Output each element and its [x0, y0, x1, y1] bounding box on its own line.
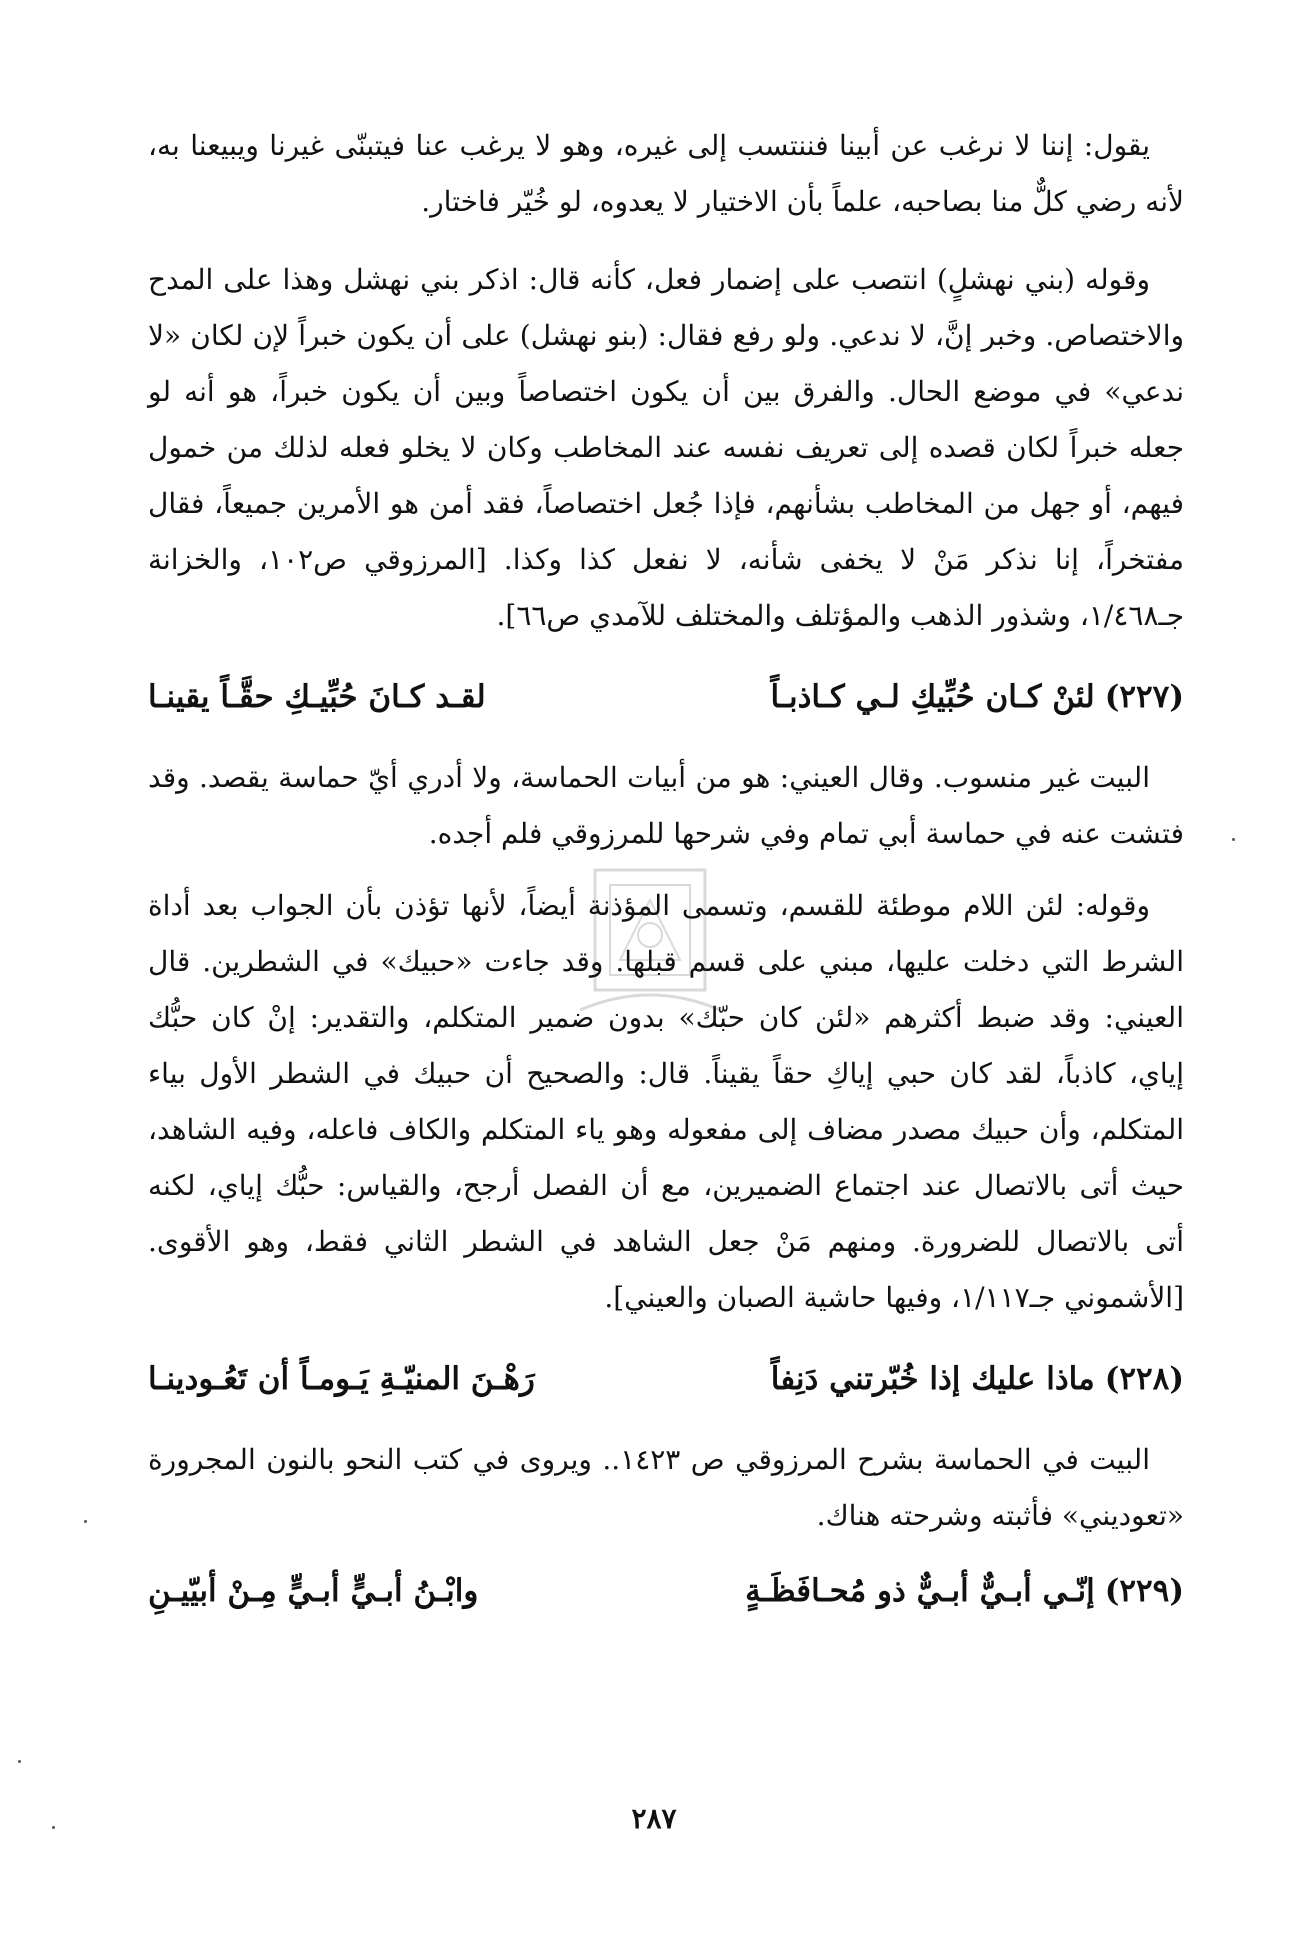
- hemistich-1: لئنْ كـان حُبِّيكِ لـي كـاذبـاً: [770, 679, 1095, 715]
- verse-228: [148, 1348, 1184, 1410]
- hemistich-2: وابْـنُ أبـيٍّ أبـيٍّ مِـنْ أبيّيـنِ: [148, 1573, 479, 1609]
- paragraph-commentary-2: وقوله (بني نهشلٍ) انتصب على إضمار فعل، كأنه قال: اذكر بني نهشل وهذا على المدح والاختصاص. وخبر إنَّ، لا ندعي. ولو رفع فقال: (بنو نهشل) على أن يكون خبراً لإن لكان «لا ندعي» في موضع الحال. والفرق بين أن يكون اختصاصاً وبين أن يكون خبراً، هو أنه لو جعله خبراً لكان قصده إلى تعريف نفسه عند المخاطب وكان لا يخلو فعله لذلك من خمول فيهم، أو جهل من المخاطب بشأنهم، فإذا جُعل اختصاصاً، فقد أمن هو الأمرين جميعاً، فقال مفتخراً، إنا نذكر مَنْ لا يخفى شأنه، لا نفعل كذا وكذا. [المرزوقي ص١٠٢، والخزانة جـ١/٤٦٨، وشذور الذهب والمؤتلف والمختلف للآمدي ص٦٦].: [148, 263, 1185, 632]
- verse-229: [148, 1560, 1184, 1622]
- paragraph-commentary-5: البيت في الحماسة بشرح المرزوقي ص ١٤٢٣.. ويروى في كتب النحو بالنون المجرورة «تعوديني» فأثبته وشرحته هناك.: [148, 1443, 1184, 1532]
- verse-number: (٢٢٩): [1104, 1573, 1184, 1609]
- verse-228-first-half: [771, 1348, 1184, 1410]
- hemistich-2: رَهْـنَ المنيّـةِ يَـومـاً أن تَعُـودينـا: [148, 1361, 535, 1397]
- verse-number: (٢٢٨): [1104, 1361, 1184, 1397]
- hemistich-1: إنّـي أبـيٌّ أبـيٌّ ذو مُحـافَظَـةٍ: [745, 1573, 1095, 1609]
- hemistich-1: ماذا عليك إذا خُبّرتني دَنِفاً: [770, 1361, 1095, 1397]
- paragraph-commentary-1: يقول: إننا لا نرغب عن أبينا فننتسب إلى غيره، وهو لا يرغب عنا فيتبنّى غيرنا ويبيعنا به، لأنه رضي كلٌّ منا بصاحبه، علماً بأن الاختيار لا يعدوه، لو خُيّر فاختار.: [148, 129, 1184, 218]
- paragraph-commentary-3: البيت غير منسوب. وقال العيني: هو من أبيات الحماسة، ولا أدري أيّ حماسة يقصد. وقد فتشت عنه في حماسة أبي تمام وفي شرحها للمرزوقي فلم أجده.: [148, 761, 1184, 850]
- page-number: ٢٨٧: [631, 1802, 677, 1835]
- hemistich-2: لقـد كـانَ حُبِّيـكِ حقَّـاً يقينـا: [148, 679, 486, 715]
- verse-number: (٢٢٧): [1104, 679, 1184, 715]
- verse-227-first-half: [770, 666, 1184, 728]
- verse-227: [148, 666, 1184, 728]
- paragraph-commentary-4: وقوله: لئن اللام موطئة للقسم، وتسمى المؤذنة أيضاً، لأنها تؤذن بأن الجواب بعد أداة الشرط التي دخلت عليها، مبني على قسم قبلها. وقد جاءت «حبيك» في الشطرين. قال العيني: وقد ضبط أكثرهم «لئن كان حبّك» بدون ضمير المتكلم، والتقدير: إنْ كان حبُّك إياي، كاذباً، لقد كان حبي إياكِ حقاً يقيناً. قال: والصحيح أن حبيك في الشطر الأول بياء المتكلم، وأن حبيك مصدر مضاف إلى مفعوله وهو ياء المتكلم والكاف فاعله، وفيه الشاهد، حيث أتى بالاتصال عند اجتماع الضميرين، مع أن الفصل أرجح، والقياس: حبُّك إياي، لكنه أتى بالاتصال للضرورة. ومنهم مَنْ جعل الشاهد في الشطر الثاني فقط، وهو الأقوى. [الأشموني جـ١/١١٧، وفيها حاشية الصبان والعيني].: [148, 889, 1184, 1314]
- verse-229-first-half: [745, 1560, 1184, 1622]
- watermark-logo-icon: [550, 840, 750, 1040]
